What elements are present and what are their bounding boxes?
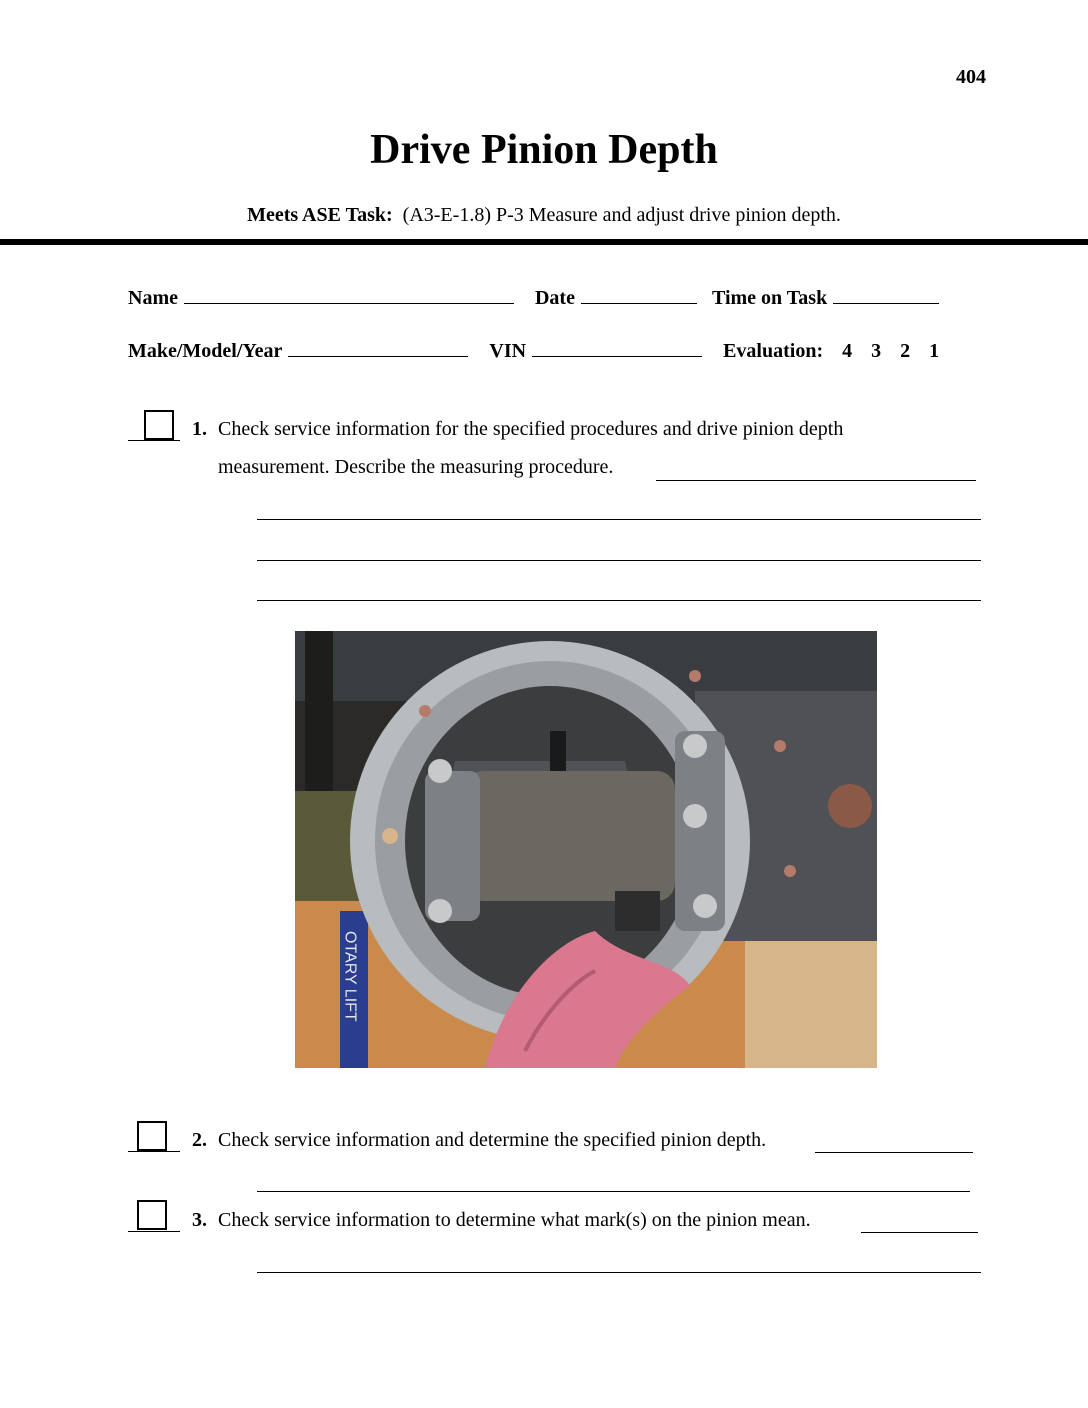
item-1-text-line1: Check service information for the specified procedures and drive pinion depth	[218, 418, 844, 440]
vin-label: VIN	[489, 340, 527, 362]
item-2-answer-line[interactable]	[815, 1152, 973, 1153]
item-1-answer-line[interactable]	[257, 600, 981, 601]
make-model-year-label: Make/Model/Year	[128, 340, 283, 362]
item-2-checkbox-line	[128, 1151, 180, 1152]
item-1-answer-line[interactable]	[656, 480, 976, 481]
item-1-text-line2: measurement. Describe the measuring procedure.	[218, 456, 614, 478]
time-on-task-field[interactable]	[833, 285, 939, 304]
ase-task-text: (A3-E-1.8) P-3 Measure and adjust drive pinion depth.	[402, 204, 841, 226]
item-3-checkbox-line	[128, 1231, 180, 1232]
item-2-answer-line[interactable]	[257, 1191, 970, 1192]
item-1-answer-line[interactable]	[257, 560, 981, 561]
name-field[interactable]	[184, 285, 514, 304]
time-on-task-label: Time on Task	[711, 287, 828, 309]
item-1-checkbox-line	[128, 440, 180, 441]
item-1-checkbox[interactable]	[144, 410, 174, 440]
item-2-checkbox[interactable]	[137, 1121, 167, 1151]
ase-task-label: Meets ASE Task:	[247, 204, 393, 226]
item-1-answer-line[interactable]	[257, 519, 981, 520]
evaluation-options	[828, 340, 939, 362]
evaluation-option[interactable]: 1	[929, 340, 940, 362]
page-number: 404	[956, 66, 986, 88]
lift-text: OTARY LIFT	[341, 931, 359, 1022]
vehicle-row	[128, 338, 939, 363]
date-label: Date	[534, 287, 575, 309]
item-2-number: 2.	[192, 1129, 207, 1151]
item-3-text: Check service information to determine what mark(s) on the pinion mean.	[218, 1209, 811, 1231]
item-3-answer-line[interactable]	[861, 1232, 978, 1233]
item-3-number: 3.	[192, 1209, 207, 1231]
page-title: Drive Pinion Depth	[370, 127, 718, 173]
header-rule	[0, 239, 1088, 245]
evaluation-option[interactable]: 2	[900, 340, 911, 362]
evaluation-option[interactable]: 3	[871, 340, 882, 362]
ase-task	[0, 204, 1088, 227]
make-model-year-field[interactable]	[288, 338, 468, 357]
item-3-answer-line[interactable]	[257, 1272, 981, 1273]
item-1-number: 1.	[192, 418, 207, 440]
evaluation-label: Evaluation:	[723, 340, 824, 362]
evaluation-option[interactable]: 4	[842, 340, 853, 362]
name-label: Name	[128, 287, 178, 309]
item-3-checkbox[interactable]	[137, 1200, 167, 1230]
vin-field[interactable]	[532, 338, 702, 357]
date-field[interactable]	[581, 285, 697, 304]
differential-housing-photo	[295, 631, 877, 1068]
item-2-text: Check service information and determine the specified pinion depth.	[218, 1129, 767, 1151]
name-date-row	[128, 285, 939, 310]
